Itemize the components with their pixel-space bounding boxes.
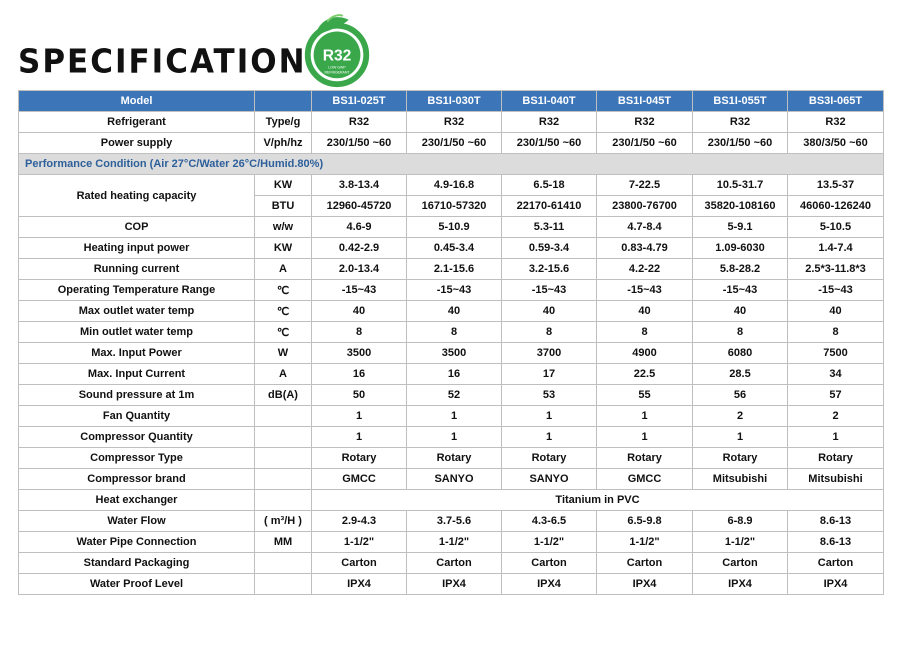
cell: IPX4: [788, 574, 884, 595]
cell: 4.9-16.8: [407, 175, 502, 196]
cell: 3500: [407, 343, 502, 364]
cell: 40: [502, 301, 597, 322]
cell: 1: [312, 427, 407, 448]
cell: 46060-126240: [788, 196, 884, 217]
table-row: [19, 490, 884, 511]
cell: 8.6-13: [788, 532, 884, 553]
cell: 2.9-4.3: [312, 511, 407, 532]
row-unit: [255, 574, 312, 595]
cell: IPX4: [312, 574, 407, 595]
table-row: [19, 238, 884, 259]
badge-text: R32: [322, 47, 352, 65]
cell: 230/1/50 ~60: [312, 133, 407, 154]
cell: Carton: [312, 553, 407, 574]
cell: IPX4: [597, 574, 693, 595]
cell: SANYO: [407, 469, 502, 490]
section-row: [19, 154, 884, 175]
cell: R32: [407, 112, 502, 133]
cell: 1: [312, 406, 407, 427]
cell: R32: [788, 112, 884, 133]
header-unit-label: [255, 91, 312, 112]
row-unit: KW: [255, 175, 312, 196]
cell: 1: [502, 406, 597, 427]
cell: R32: [693, 112, 788, 133]
cell: 35820-108160: [693, 196, 788, 217]
cell: -15~43: [597, 280, 693, 301]
page-title: SPECIFICATION: [18, 43, 307, 81]
cell: 16: [407, 364, 502, 385]
cell: 16: [312, 364, 407, 385]
row-label: Water Flow: [19, 511, 255, 532]
row-unit: [255, 448, 312, 469]
row-label: Max outlet water temp: [19, 301, 255, 322]
cell: 40: [788, 301, 884, 322]
cell: 0.83-4.79: [597, 238, 693, 259]
row-label: Min outlet water temp: [19, 322, 255, 343]
cell: Rotary: [693, 448, 788, 469]
performance-condition-label: Performance Condition (Air 27°C/Water 26°C/Humid.80%): [19, 154, 884, 175]
cell: 230/1/50 ~60: [693, 133, 788, 154]
cell: 4.6-9: [312, 217, 407, 238]
cell: 6.5-9.8: [597, 511, 693, 532]
cell: 5.8-28.2: [693, 259, 788, 280]
cell: 1: [502, 427, 597, 448]
cell: 230/1/50 ~60: [597, 133, 693, 154]
cell: 2.5*3-11.8*3: [788, 259, 884, 280]
cell: Rotary: [597, 448, 693, 469]
cell: 28.5: [693, 364, 788, 385]
row-unit: Type/g: [255, 112, 312, 133]
cell: 1: [597, 427, 693, 448]
row-unit: [255, 406, 312, 427]
row-unit: MM: [255, 532, 312, 553]
cell: 10.5-31.7: [693, 175, 788, 196]
header-model: BS1I-055T: [693, 91, 788, 112]
row-label: Water Proof Level: [19, 574, 255, 595]
cell: -15~43: [502, 280, 597, 301]
cell: 40: [407, 301, 502, 322]
cell: 1-1/2": [693, 532, 788, 553]
row-label: Max. Input Power: [19, 343, 255, 364]
row-unit: ( m³/H ): [255, 511, 312, 532]
cell: 1: [788, 427, 884, 448]
table-row: [19, 175, 884, 196]
cell: 1: [407, 406, 502, 427]
cell: 3500: [312, 343, 407, 364]
cell: 4.2-22: [597, 259, 693, 280]
cell: 8: [597, 322, 693, 343]
cell: 8: [502, 322, 597, 343]
table-row: [19, 322, 884, 343]
cell: 3.7-5.6: [407, 511, 502, 532]
cell: 52: [407, 385, 502, 406]
cell: 3700: [502, 343, 597, 364]
cell: Mitsubishi: [788, 469, 884, 490]
badge-subtext-2: REFRIGERANT: [324, 70, 350, 75]
row-unit: [255, 490, 312, 511]
row-label: Refrigerant: [19, 112, 255, 133]
cell: 1: [693, 427, 788, 448]
cell: 40: [597, 301, 693, 322]
cell: 12960-45720: [312, 196, 407, 217]
cell: 1: [597, 406, 693, 427]
cell: 22.5: [597, 364, 693, 385]
table-row: [19, 259, 884, 280]
cell: 1: [407, 427, 502, 448]
row-label: Max. Input Current: [19, 364, 255, 385]
cell: 3.8-13.4: [312, 175, 407, 196]
cell: 13.5-37: [788, 175, 884, 196]
cell: 2: [788, 406, 884, 427]
cell: Carton: [407, 553, 502, 574]
specification-table: [18, 90, 884, 595]
cell: 22170-61410: [502, 196, 597, 217]
cell: 1-1/2": [597, 532, 693, 553]
table-row: [19, 511, 884, 532]
cell: 8: [693, 322, 788, 343]
cell: Mitsubishi: [693, 469, 788, 490]
cell: 50: [312, 385, 407, 406]
cell: 2: [693, 406, 788, 427]
cell: Carton: [502, 553, 597, 574]
row-unit: A: [255, 364, 312, 385]
cell: 56: [693, 385, 788, 406]
cell: 7500: [788, 343, 884, 364]
table-row: [19, 112, 884, 133]
row-label: Standard Packaging: [19, 553, 255, 574]
table-row: [19, 427, 884, 448]
header-model: BS1I-040T: [502, 91, 597, 112]
header-model-label: Model: [19, 91, 255, 112]
cell: Rotary: [407, 448, 502, 469]
cell: 6080: [693, 343, 788, 364]
cell: 34: [788, 364, 884, 385]
table-row: [19, 448, 884, 469]
cell: GMCC: [312, 469, 407, 490]
row-label: Heat exchanger: [19, 490, 255, 511]
cell: 5.3-11: [502, 217, 597, 238]
cell: 2.0-13.4: [312, 259, 407, 280]
cell: SANYO: [502, 469, 597, 490]
row-label: Sound pressure at 1m: [19, 385, 255, 406]
cell: 53: [502, 385, 597, 406]
table-row: [19, 385, 884, 406]
cell: 4.7-8.4: [597, 217, 693, 238]
table-row: [19, 364, 884, 385]
cell: 5-9.1: [693, 217, 788, 238]
row-unit: ℃: [255, 322, 312, 343]
row-label: Heating input power: [19, 238, 255, 259]
cell: 40: [693, 301, 788, 322]
cell: 230/1/50 ~60: [407, 133, 502, 154]
row-label: Running current: [19, 259, 255, 280]
cell: R32: [597, 112, 693, 133]
table-row: [19, 532, 884, 553]
row-unit: ℃: [255, 280, 312, 301]
table-row: [19, 217, 884, 238]
cell: GMCC: [597, 469, 693, 490]
cell: 4.3-6.5: [502, 511, 597, 532]
row-label: Rated heating capacity: [19, 175, 255, 217]
row-label: COP: [19, 217, 255, 238]
row-unit: [255, 427, 312, 448]
row-unit: [255, 469, 312, 490]
cell: IPX4: [693, 574, 788, 595]
cell: 1-1/2": [502, 532, 597, 553]
row-unit: w/w: [255, 217, 312, 238]
cell: IPX4: [502, 574, 597, 595]
cell: -15~43: [693, 280, 788, 301]
header-model: BS1I-030T: [407, 91, 502, 112]
cell: 380/3/50 ~60: [788, 133, 884, 154]
header-model: BS3I-065T: [788, 91, 884, 112]
cell: R32: [312, 112, 407, 133]
cell: 7-22.5: [597, 175, 693, 196]
row-unit: [255, 553, 312, 574]
cell: -15~43: [788, 280, 884, 301]
row-unit: ℃: [255, 301, 312, 322]
cell: Rotary: [788, 448, 884, 469]
row-unit: dB(A): [255, 385, 312, 406]
row-unit: W: [255, 343, 312, 364]
cell: 6-8.9: [693, 511, 788, 532]
cell: Carton: [597, 553, 693, 574]
cell: 16710-57320: [407, 196, 502, 217]
table-row: [19, 469, 884, 490]
cell: Rotary: [502, 448, 597, 469]
row-label: Operating Temperature Range: [19, 280, 255, 301]
cell: 57: [788, 385, 884, 406]
cell: Carton: [788, 553, 884, 574]
cell: 0.42-2.9: [312, 238, 407, 259]
table-row: [19, 553, 884, 574]
table-row: [19, 133, 884, 154]
row-label: Compressor Quantity: [19, 427, 255, 448]
cell: 3.2-15.6: [502, 259, 597, 280]
cell: 6.5-18: [502, 175, 597, 196]
row-unit: KW: [255, 238, 312, 259]
row-label: Compressor Type: [19, 448, 255, 469]
cell: 5-10.9: [407, 217, 502, 238]
cell: Carton: [693, 553, 788, 574]
header-model: BS1I-025T: [312, 91, 407, 112]
row-unit: BTU: [255, 196, 312, 217]
row-label: Fan Quantity: [19, 406, 255, 427]
row-unit: A: [255, 259, 312, 280]
cell: IPX4: [407, 574, 502, 595]
cell: R32: [502, 112, 597, 133]
badge-subtext-1: LOW GWP: [328, 65, 346, 70]
table-row: [19, 280, 884, 301]
cell: 1.09-6030: [693, 238, 788, 259]
cell: 8: [312, 322, 407, 343]
cell: -15~43: [312, 280, 407, 301]
r32-refrigerant-badge: [298, 12, 376, 90]
heat-exchanger-value: Titanium in PVC: [312, 490, 884, 511]
cell: 1-1/2": [312, 532, 407, 553]
cell: 2.1-15.6: [407, 259, 502, 280]
table-row: [19, 406, 884, 427]
cell: 8: [407, 322, 502, 343]
cell: 0.59-3.4: [502, 238, 597, 259]
cell: 230/1/50 ~60: [502, 133, 597, 154]
cell: 40: [312, 301, 407, 322]
cell: 8: [788, 322, 884, 343]
table-row: [19, 343, 884, 364]
cell: 5-10.5: [788, 217, 884, 238]
row-label: Water Pipe Connection: [19, 532, 255, 553]
cell: 55: [597, 385, 693, 406]
cell: 4900: [597, 343, 693, 364]
cell: 23800-76700: [597, 196, 693, 217]
header-model: BS1I-045T: [597, 91, 693, 112]
cell: Rotary: [312, 448, 407, 469]
cell: -15~43: [407, 280, 502, 301]
table-row: [19, 301, 884, 322]
cell: 17: [502, 364, 597, 385]
table-header-row: [19, 91, 884, 112]
row-label: Compressor brand: [19, 469, 255, 490]
cell: 1.4-7.4: [788, 238, 884, 259]
cell: 8.6-13: [788, 511, 884, 532]
row-label: Power supply: [19, 133, 255, 154]
table-row: [19, 574, 884, 595]
cell: 0.45-3.4: [407, 238, 502, 259]
row-unit: V/ph/hz: [255, 133, 312, 154]
cell: 1-1/2": [407, 532, 502, 553]
